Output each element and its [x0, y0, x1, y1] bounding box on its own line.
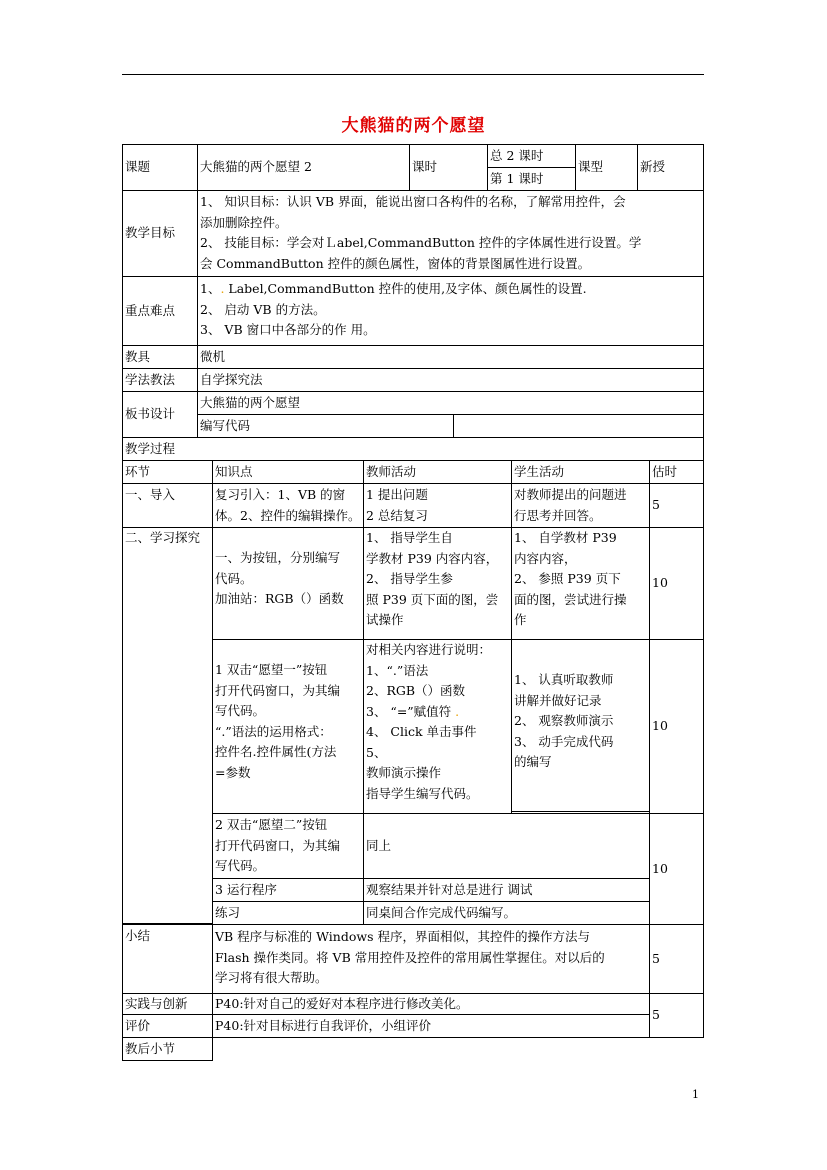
evaluation-label: 评价 — [122, 1014, 213, 1038]
practice-knowledge: 练习 — [212, 901, 364, 925]
goals-label: 教学目标 — [122, 190, 198, 277]
phase-explore: 二、学习探究 — [122, 527, 213, 924]
goal-line: 会 CommandButton 控件的颜色属性，窗体的背景图属性进行设置。 — [200, 255, 591, 271]
summary-label: 小结 — [122, 924, 213, 994]
col-teacher: 教师活动 — [363, 460, 512, 484]
summary-content: VB 程序与标准的 Windows 程序，界面相似，其控件的操作方法与 Flash 操作类同。将 VB 常用控件及控件的常用属性掌握住。对以后的 学习将有很大帮助。 — [212, 924, 650, 994]
board-line-2: 编写代码 — [197, 414, 454, 438]
keypoint-line: 1、. Label,CommandButton 控件的使用,及字体、颜色属性的设置. — [200, 281, 587, 296]
explore-time-3: 10 — [649, 813, 704, 925]
header-rule — [122, 74, 704, 75]
keypoints-content — [197, 276, 704, 346]
process-label: 教学过程 — [122, 437, 704, 461]
goals-content — [197, 190, 704, 277]
innovation-label: 实践与创新 — [122, 993, 213, 1015]
tools-label: 教具 — [122, 345, 198, 369]
run-teacher: 观察结果并针对总是进行 调试 — [363, 878, 650, 902]
phase-intro: 一、导入 — [122, 483, 213, 528]
goal-line: 添加删除控件。 — [200, 214, 288, 230]
document-title: 大熊猫的两个愿望 — [341, 116, 486, 136]
col-phase: 环节 — [122, 460, 213, 484]
explore-time-2: 10 — [649, 639, 704, 814]
current-period: 第 1 课时 — [487, 167, 576, 191]
afterclass-label: 教后小节 — [122, 1037, 213, 1061]
explore-knowledge-2: 1 双击“愿望一”按钮 打开代码窗口，为其编 写代码。 “.”语法的运用格式： 控件名.控件属性(方法 =参数 — [212, 639, 364, 814]
keypoint-line: 3、 VB 窗口中各部分的作 用。 — [200, 322, 376, 337]
explore-teacher-1: 1、 指导学生自 学教材 P39 内容内容， 2、 指导学生参 照 P39 页下面的图，尝 试操作 — [363, 527, 512, 640]
col-student: 学生活动 — [511, 460, 650, 484]
subject-value: 大熊猫的两个愿望 2 — [197, 144, 410, 191]
summary-time: 5 — [649, 924, 704, 994]
evaluation-value: P40:针对目标进行自我评价，小组评价 — [212, 1014, 650, 1038]
explore-teacher-2: 对相关内容进行说明： 1、“.”语法 2、RGB（）函数 3、 “=”赋值符 . 4、 Click 单击事件 5、 教师演示操作 指导学生编写代码。 — [363, 639, 512, 814]
total-periods: 总 2 课时 — [487, 144, 576, 168]
explore-student-2: 1、 认真听取教师 讲解并做好记录 2、 观察教师演示 3、 动手完成代码 的编写 — [511, 639, 650, 814]
method-label: 学法教法 — [122, 368, 198, 392]
practice-teacher: 同桌间合作完成代码编写。 — [363, 901, 650, 925]
intro-knowledge: 复习引入：1、VB 的窗 体。2、控件的编辑操作。 — [212, 483, 364, 528]
board-line-1: 大熊猫的两个愿望 — [197, 391, 704, 415]
explore-student-1: 1、 自学教材 P39 内容内容， 2、 参照 P39 页下 面的图，尝试进行操 作 — [511, 527, 650, 640]
method-value: 自学探究法 — [197, 368, 704, 392]
col-knowledge: 知识点 — [212, 460, 364, 484]
intro-student: 对教师提出的问题进 行思考并回答。 — [511, 483, 650, 528]
keypoint-line: 2、 启动 VB 的方法。 — [200, 301, 326, 317]
col-time: 估时 — [649, 460, 704, 484]
lesson-type-label: 课型 — [575, 144, 638, 191]
stray-dot: . — [220, 281, 225, 296]
tools-value: 微机 — [197, 345, 704, 369]
goal-line: 2、 技能目标：学会对Ｌabel,CommandButton 控件的字体属性进行设置。学 — [200, 235, 642, 250]
explore-knowledge-3: 2 双击“愿望二”按钮 打开代码窗口，为其编 写代码。 — [212, 813, 364, 879]
goal-line: 1、 知识目标：认识 VB 界面，能说出窗口各构件的名称，了解常用控件，会 — [200, 194, 626, 209]
intro-time: 5 — [649, 483, 704, 528]
keypoints-label: 重点难点 — [122, 276, 198, 346]
stray-dot: . — [455, 703, 460, 719]
explore-knowledge-1: 一、为按钮，分别编写 代码。 加油站：RGB（）函数 — [212, 527, 364, 640]
lesson-type-value: 新授 — [637, 144, 704, 191]
periods-label: 课时 — [409, 144, 488, 191]
page-number: 1 — [692, 1088, 699, 1101]
board-label: 板书设计 — [122, 391, 198, 438]
explore-teacher-3: 同上 — [363, 813, 650, 879]
innovation-value: P40:针对自己的爱好对本程序进行修改美化。 — [212, 993, 650, 1015]
evaluation-time: 5 — [649, 993, 704, 1038]
subject-label: 课题 — [122, 144, 198, 191]
board-empty-cell — [453, 414, 704, 438]
explore-time-1: 10 — [649, 527, 704, 640]
run-knowledge: 3 运行程序 — [212, 878, 364, 902]
intro-teacher: 1 提出问题 2 总结复习 — [363, 483, 512, 528]
